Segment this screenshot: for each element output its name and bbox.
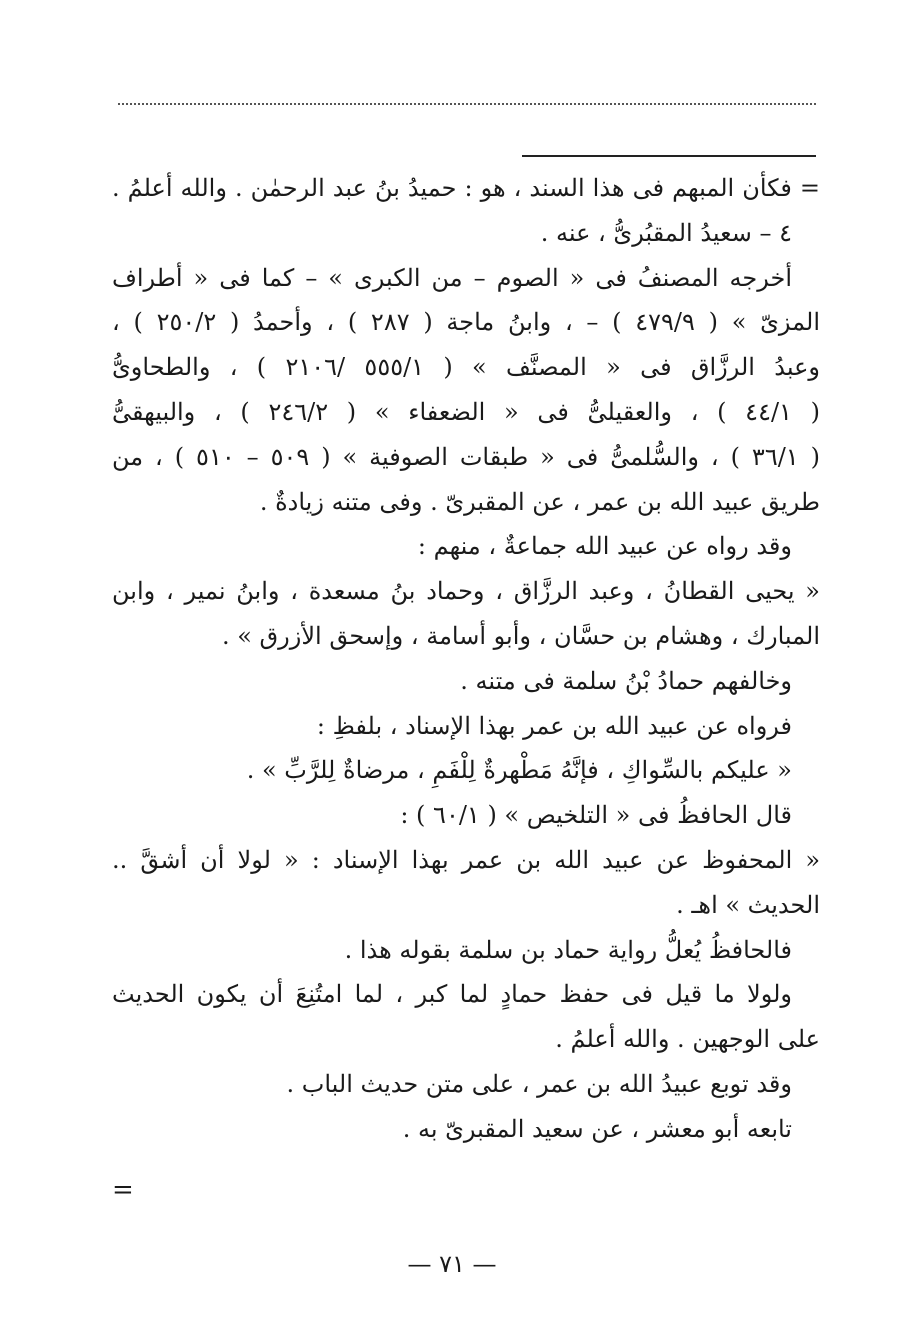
text-line-20: على الوجهين . والله أعلمُ .: [555, 1025, 820, 1054]
text-line-21: وقد توبع عبيدُ الله بن عمر ، على متن حديث الباب .: [286, 1069, 792, 1098]
continuation-mark: =: [112, 1175, 134, 1205]
text-line-17: الحديث » اهـ .: [676, 890, 820, 919]
text-line-13: فرواه عن عبيد الله بن عمر بهذا الإسناد ، بلفظِ :: [316, 711, 792, 740]
text-line-10: « يحيى القطانُ ، وعبد الرزَّاق ، وحماد بنُ مسعدة ، وابنُ نمير ، وابن: [112, 577, 820, 606]
text-line-12: وخالفهم حمادُ بْنُ سلمة فى متنه .: [460, 666, 792, 695]
text-line-6: ( ٤٤/١ ) ، والعقيلىُّ فى « الضعفاء » ( ٢٤٦/٢ ) ، والبيهقىُّ: [112, 397, 820, 426]
footnote-separator-rule: [522, 155, 816, 157]
text-line-11: المبارك ، وهشام بن حسَّان ، وأبو أسامة ، وإسحق الأزرق » .: [221, 621, 820, 650]
text-line-7: ( ٣٦/١ ) ، والسُّلمىُّ فى « طبقات الصوفية » ( ٥٠٩ – ٥١٠ ) ، من: [112, 442, 820, 471]
text-line-4: المزىّ » ( ٤٧٩/٩ ) – ، وابنُ ماجة ( ٢٨٧ ) ، وأحمدُ ( ٢٥٠/٢ ) ،: [112, 308, 820, 337]
text-line-15: قال الحافظُ فى « التلخيص » ( ٦٠/١ ) :: [400, 801, 792, 830]
text-line-14: « عليكم بالسِّواكِ ، فإنَّهُ مَطْهرةٌ لِلْفَمِ ، مرضاةٌ لِلرَّبِّ » .: [246, 756, 792, 785]
text-line-8: طريق عبيد الله بن عمر ، عن المقبرىّ . وفى متنه زيادةٌ .: [259, 487, 820, 516]
text-line-16: « المحفوظ عن عبيد الله بن عمر بهذا الإسناد : « لولا أن أشقَّ ..: [112, 845, 820, 874]
text-line-1: = فكأن المبهم فى هذا السند ، هو : حميدُ بنُ عبد الرحمٰن . والله أعلمُ .: [112, 174, 820, 202]
header-dotted-rule: [118, 103, 816, 105]
text-line-2: ٤ – سعيدُ المقبُرىُّ ، عنه .: [540, 218, 792, 247]
text-line-19: ولولا ما قيل فى حفظ حمادٍ لما كبر ، لما امتُنِعَ أن يكون الحديث: [112, 980, 792, 1009]
text-line-18: فالحافظُ يُعلُّ رواية حماد بن سلمة بقوله هذا .: [344, 935, 792, 964]
text-line-22: تابعه أبو معشر ، عن سعيد المقبرىّ به .: [402, 1114, 792, 1143]
page-number: — ٧١ —: [407, 1250, 497, 1278]
text-line-3: أخرجه المصنفُ فى « الصوم – من الكبرى » – كما فى « أطراف: [112, 263, 792, 292]
text-line-5: وعبدُ الرزَّاق فى « المصنَّف » ( ٥٥٥/١ /٢١٠٦ ) ، والطحاوىُّ: [112, 353, 820, 382]
text-line-9: وقد رواه عن عبيد الله جماعةٌ ، منهم :: [417, 532, 792, 561]
footnote-text-block: [112, 166, 820, 1152]
